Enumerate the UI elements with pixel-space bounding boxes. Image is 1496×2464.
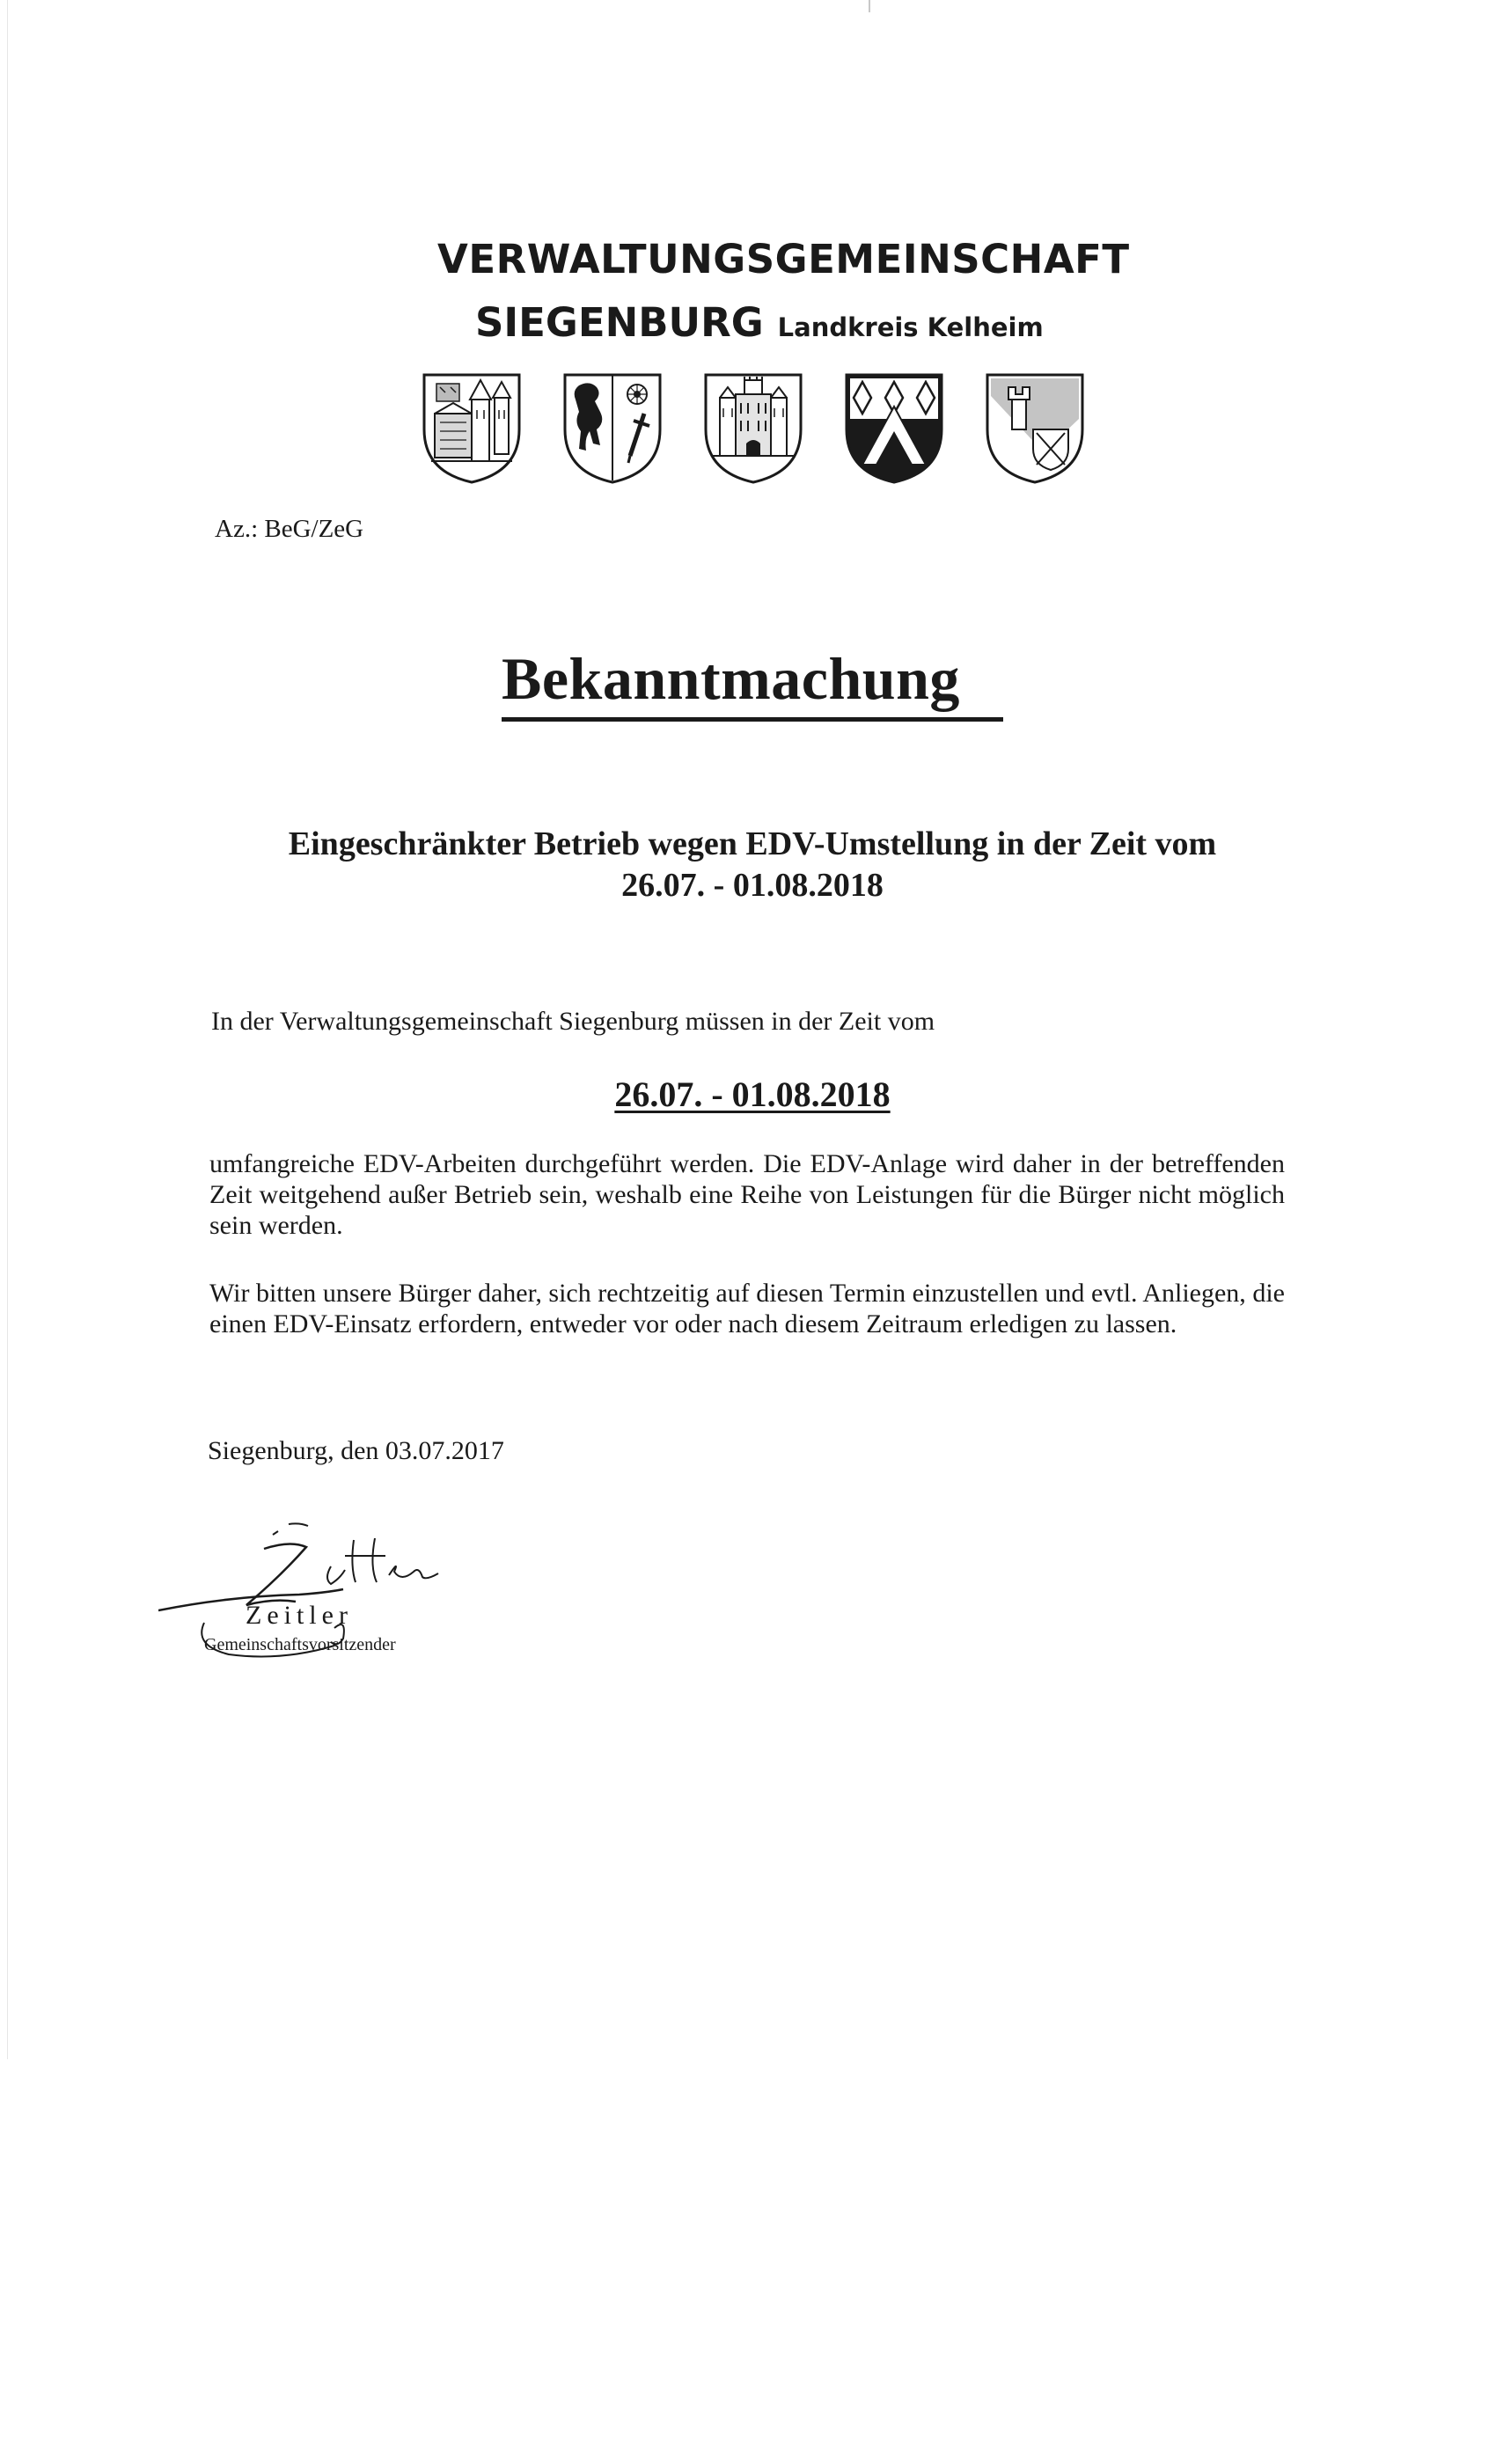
organisation-name: VERWALTUNGSGEMEINSCHAFT	[437, 236, 1130, 282]
district-name: Landkreis Kelheim	[777, 312, 1044, 342]
tower-shield-crest-icon	[982, 368, 1088, 487]
municipal-crests	[419, 368, 1096, 487]
subject-line-1: Eingeschränkter Betrieb wegen EDV-Umstellung in der Zeit vom	[288, 825, 1217, 862]
intro-text: In der Verwaltungsgemeinschaft Siegenburg müssen in der Zeit vom	[211, 1007, 935, 1036]
castle-crest-icon	[700, 368, 806, 487]
lion-sword-crest-icon	[560, 368, 665, 487]
title-underline	[502, 717, 1003, 722]
paragraph-2: Wir bitten unsere Bürger daher, sich rechtzeitig auf diesen Termin einzustellen und evtl. Anliegen, die einen EDV-Einsatz erfordern, entweder vor oder nach diesem Zeitraum erledigen zu lassen.	[209, 1279, 1285, 1338]
signer-role: Gemeinschaftsvorsitzender	[204, 1635, 396, 1654]
period-dates: 26.07. - 01.08.2018	[614, 1074, 891, 1114]
place-and-date: Siegenburg, den 03.07.2017	[208, 1436, 504, 1465]
diamond-chevron-crest-icon	[841, 368, 947, 487]
city-name: SIEGENBURG	[475, 299, 764, 346]
notice-subject	[211, 824, 1294, 906]
scan-mark	[869, 0, 870, 12]
signer-name: Zeitler	[246, 1601, 353, 1630]
subject-line-2: 26.07. - 01.08.2018	[621, 867, 884, 904]
organisation-subline	[475, 299, 1091, 346]
paragraph-1: umfangreiche EDV-Arbeiten durchgeführt werden. Die EDV-Anlage wird daher in der betreffenden Zeit weitgehend außer Betrieb sein, weshalb eine Reihe von Leistungen für die Bürger nicht möglich sein werden.	[209, 1149, 1285, 1240]
scan-edge-line	[7, 0, 8, 2059]
file-reference: Az.: BeG/ZeG	[215, 515, 364, 543]
church-crest-icon	[419, 368, 524, 487]
notice-title: Bekanntmachung	[502, 645, 960, 712]
